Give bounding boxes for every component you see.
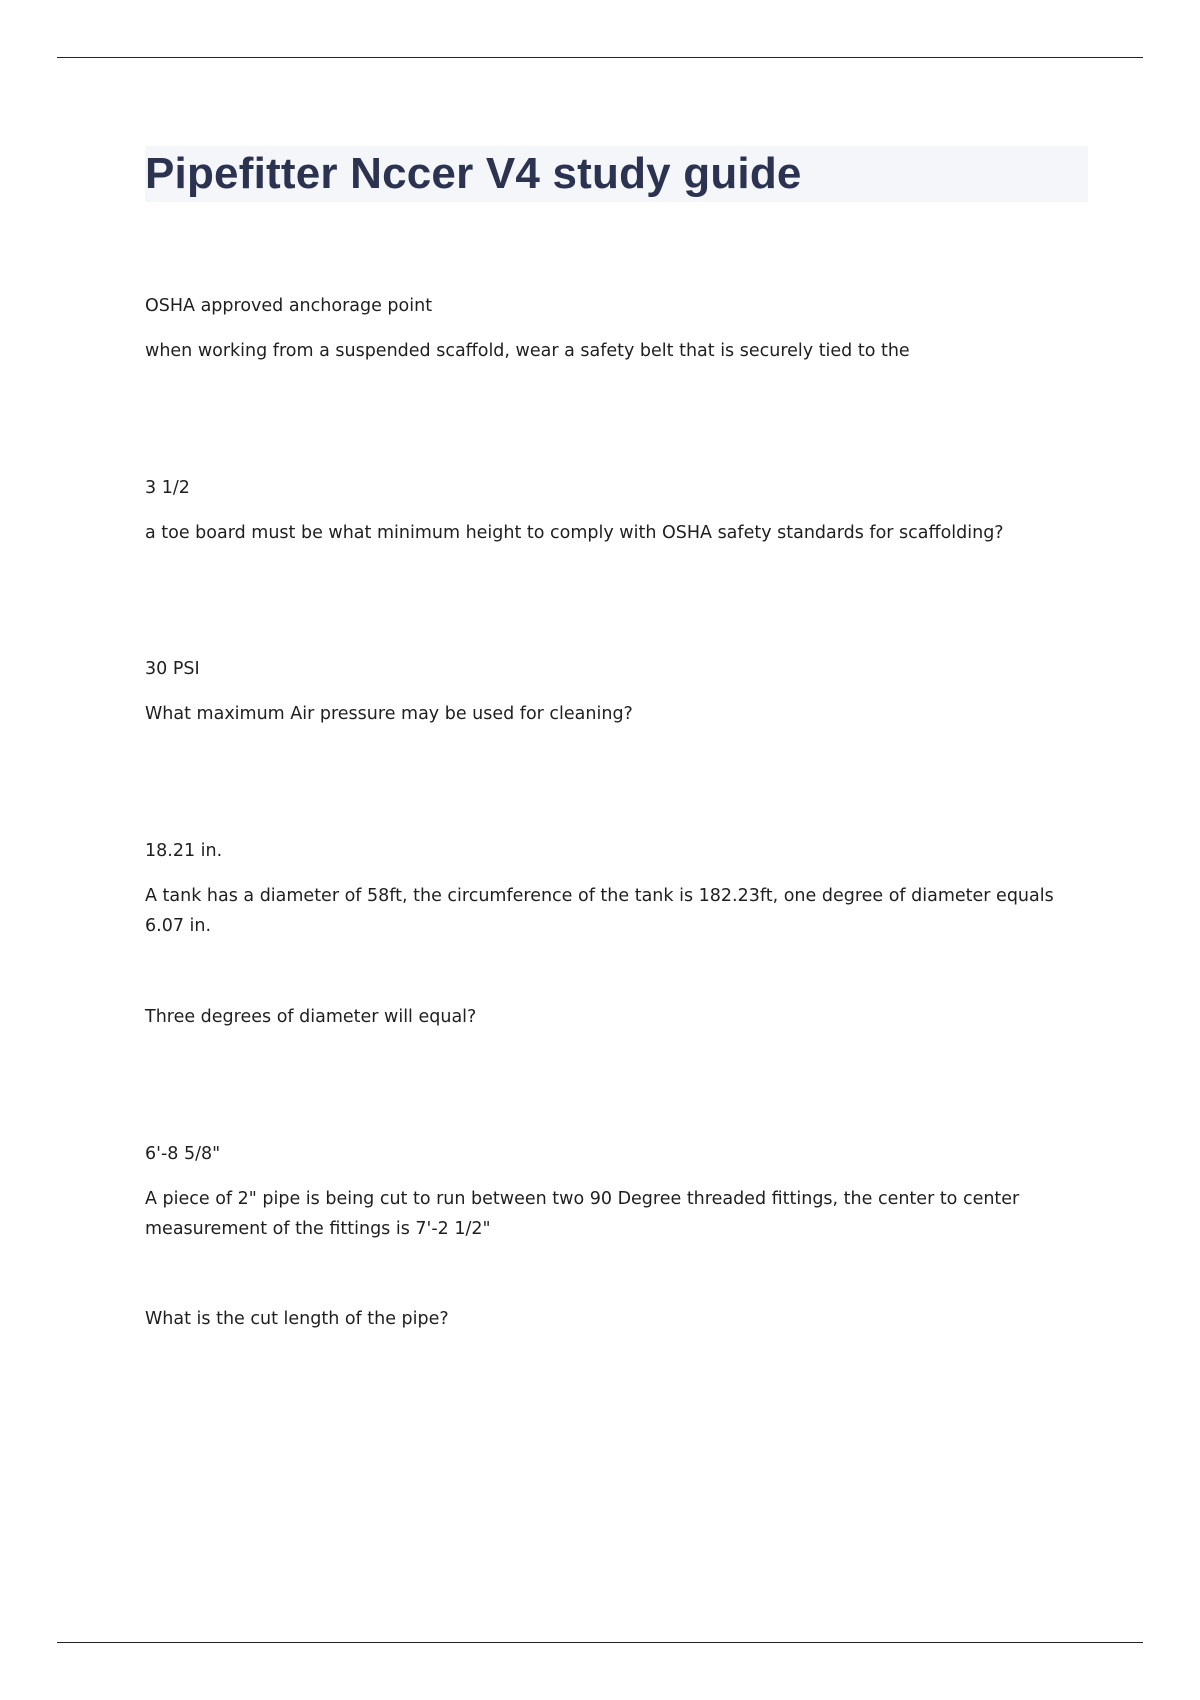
card-term: 18.21 in. [145,841,223,861]
card-definition: A piece of 2" pipe is being cut to run between two 90 Degree threaded fittings, the center to center measurement of the fittings is 7'-2 1/2" [145,1189,1020,1239]
card-definition: when working from a suspended scaffold, wear a safety belt that is securely tied to the [145,341,910,361]
header-rule [57,57,1143,58]
card-definition: What maximum Air pressure may be used for cleaning? [145,704,633,724]
card-definition-followup: Three degrees of diameter will equal? [145,1007,477,1027]
card-term: 3 1/2 [145,478,190,498]
card-definition-followup: What is the cut length of the pipe? [145,1309,449,1329]
card-term: 30 PSI [145,659,200,679]
card-definition: a toe board must be what minimum height to comply with OSHA safety standards for scaffolding? [145,523,1004,543]
document-title: Pipefitter Nccer V4 study guide [145,149,802,198]
card-definition: A tank has a diameter of 58ft, the circumference of the tank is 182.23ft, one degree of diameter equals 6.07 in. [145,886,1054,936]
card-term: OSHA approved anchorage point [145,296,433,316]
footer-rule [57,1642,1143,1643]
card-term: 6'-8 5/8" [145,1144,221,1164]
